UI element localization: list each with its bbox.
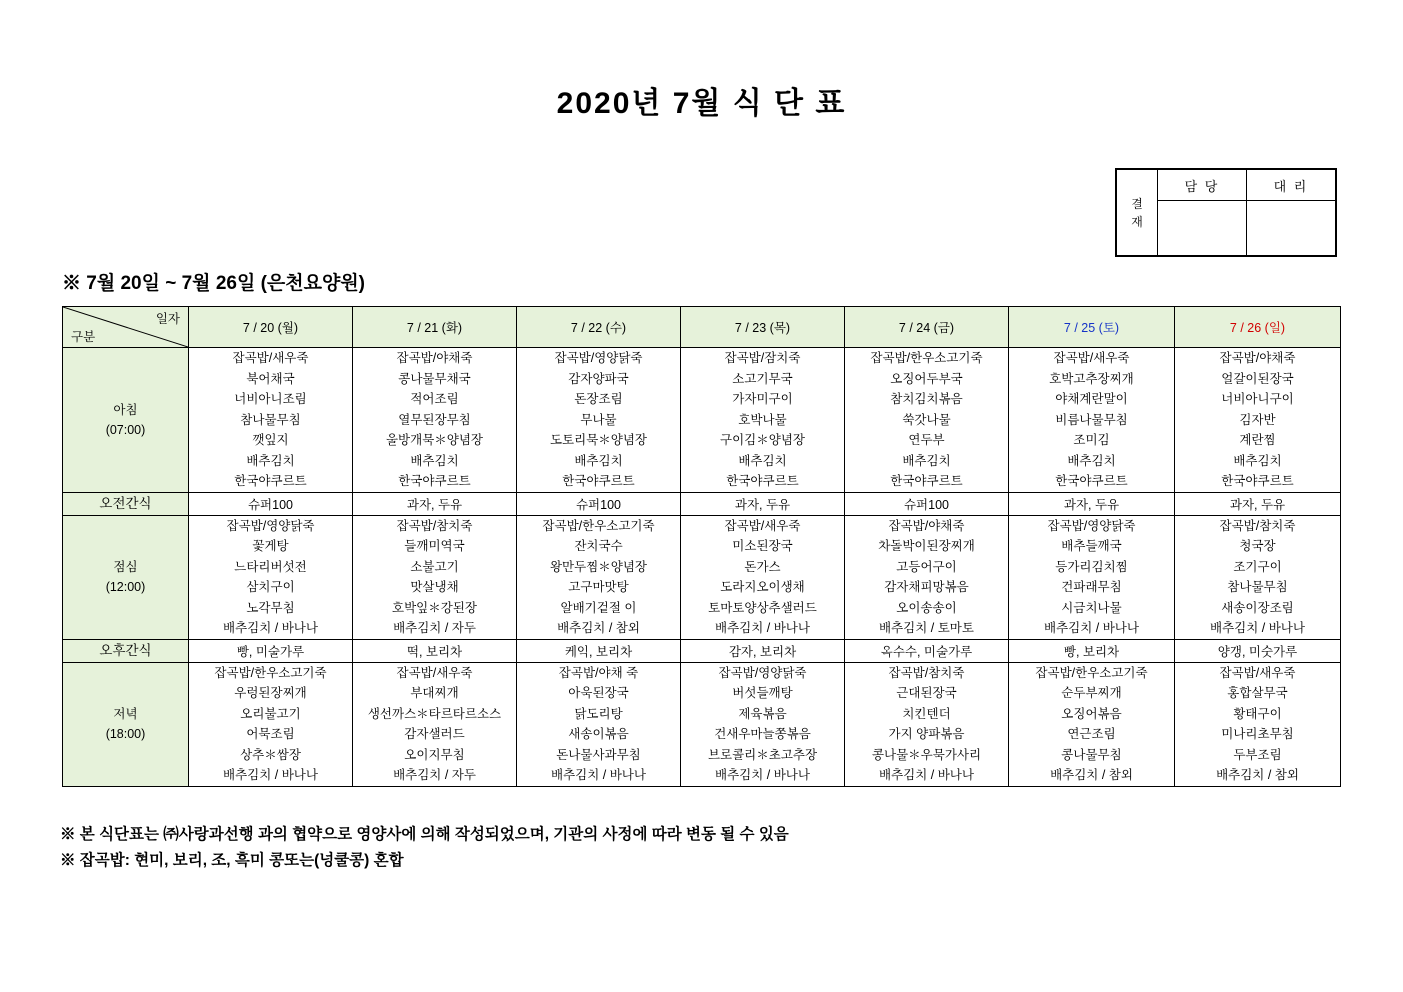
table-corner-header	[63, 307, 189, 348]
approval-column-manager: 담 당	[1158, 170, 1247, 201]
cell-lunch-wed: 잡곡밥/한우소고기죽 잔치국수 왕만두찜＊양념장 고구마맛탕 알배기겉절 이 배추김치 / 참외	[517, 515, 681, 639]
row-label-lunch-name: 점심	[113, 560, 138, 574]
cell-dinner-wed: 잡곡밥/야채 죽 아욱된장국 닭도리탕 새송이볶음 돈나물사과무침 배추김치 / 바나나	[517, 662, 681, 786]
table-row-lunch	[63, 515, 1341, 639]
table-row-afternoon-snack	[63, 639, 1341, 662]
row-label-afternoon-snack: 오후간식	[63, 639, 189, 662]
cell-morning-snack-mon: 슈퍼100	[189, 492, 353, 515]
approval-stamp-label-line1: 결	[1131, 196, 1143, 211]
menu-table-header-row	[63, 307, 1341, 348]
page-title: 2020년 7월 식 단 표	[556, 87, 847, 120]
cell-breakfast-fri: 잡곡밥/한우소고기죽 오징어두부국 참치김치볶음 쑥갓나물 연두부 배추김치 한국야쿠르트	[845, 348, 1009, 493]
table-row-breakfast	[63, 348, 1341, 493]
day-header-sun: 7 / 26 (일)	[1175, 307, 1341, 348]
cell-dinner-sat: 잡곡밥/한우소고기죽 순두부찌개 오징어볶음 연근조림 콩나물무침 배추김치 / 참외	[1009, 662, 1175, 786]
cell-dinner-thu: 잡곡밥/영양닭죽 버섯들깨탕 제육볶음 건새우마늘쫑볶음 브로콜리＊초고추장 배추김치 / 바나나	[681, 662, 845, 786]
cell-lunch-sun: 잡곡밥/참치죽 청국장 조기구이 참나물무침 새송이장조림 배추김치 / 바나나	[1175, 515, 1341, 639]
day-header-thu: 7 / 23 (목)	[681, 307, 845, 348]
approval-table	[1116, 169, 1336, 256]
row-label-dinner	[63, 662, 189, 786]
cell-morning-snack-wed: 슈퍼100	[517, 492, 681, 515]
menu-table	[62, 306, 1341, 787]
cell-afternoon-snack-mon: 빵, 미술가루	[189, 639, 353, 662]
approval-value-deputy[interactable]	[1247, 201, 1336, 256]
row-label-lunch	[63, 515, 189, 639]
cell-afternoon-snack-sun: 양갱, 미숫가루	[1175, 639, 1341, 662]
cell-afternoon-snack-fri: 옥수수, 미술가루	[845, 639, 1009, 662]
table-row-morning-snack	[63, 492, 1341, 515]
cell-morning-snack-sun: 과자, 두유	[1175, 492, 1341, 515]
cell-lunch-tue: 잡곡밥/참치죽 들깨미역국 소불고기 맛살냉채 호박잎＊강된장 배추김치 / 자두	[353, 515, 517, 639]
approval-header-row	[1117, 170, 1336, 201]
approval-stamp-label	[1117, 170, 1158, 256]
approval-value-manager[interactable]	[1158, 201, 1247, 256]
approval-stamp-label-line2: 재	[1131, 214, 1143, 229]
cell-breakfast-wed: 잡곡밥/영양닭죽 감자양파국 돈장조림 무나물 도토리묵＊양념장 배추김치 한국야쿠르트	[517, 348, 681, 493]
cell-afternoon-snack-tue: 떡, 보리차	[353, 639, 517, 662]
footnotes	[60, 822, 789, 874]
cell-breakfast-thu: 잡곡밥/잠치죽 소고기무국 가자미구이 호박나물 구이김＊양념장 배추김치 한국야쿠르트	[681, 348, 845, 493]
row-label-breakfast-name: 아침	[113, 402, 138, 417]
cell-lunch-fri: 잡곡밥/야채죽 차돌박이된장찌개 고등어구이 감자채피망볶음 오이송송이 배추김치 / 토마토	[845, 515, 1009, 639]
footnote-2: ※ 잡곡밥: 현미, 보리, 조, 흑미 콩또는(넝쿨콩) 혼합	[60, 852, 404, 869]
cell-morning-snack-fri: 슈퍼100	[845, 492, 1009, 515]
cell-morning-snack-tue: 과자, 두유	[353, 492, 517, 515]
day-header-mon: 7 / 20 (월)	[189, 307, 353, 348]
cell-morning-snack-thu: 과자, 두유	[681, 492, 845, 515]
row-label-breakfast	[63, 348, 189, 493]
cell-afternoon-snack-thu: 감자, 보리차	[681, 639, 845, 662]
cell-dinner-fri: 잡곡밥/참치죽 근대된장국 치킨텐더 가지 양파볶음 콩나물＊우묵가사리 배추김치 / 바나나	[845, 662, 1009, 786]
cell-morning-snack-sat: 과자, 두유	[1009, 492, 1175, 515]
cell-dinner-mon: 잡곡밥/한우소고기죽 우렁된장찌개 오리불고기 어묵조림 상추＊쌈장 배추김치 / 바나나	[189, 662, 353, 786]
cell-breakfast-mon: 잡곡밥/새우죽 북어채국 너비아니조림 참나물무침 깻잎지 배추김치 한국야쿠르트	[189, 348, 353, 493]
row-label-dinner-name: 저녁	[113, 707, 138, 721]
day-header-wed: 7 / 22 (수)	[517, 307, 681, 348]
row-label-breakfast-time: (07:00)	[105, 422, 146, 437]
table-row-dinner	[63, 662, 1341, 786]
menu-table-wrap	[62, 306, 1340, 787]
approval-column-deputy: 대 리	[1247, 170, 1336, 201]
cell-afternoon-snack-sat: 빵, 보리차	[1009, 639, 1175, 662]
cell-breakfast-tue: 잡곡밥/야채죽 콩나물무채국 적어조림 열무된장무침 울방개묵＊양념장 배추김치 한국야쿠르트	[353, 348, 517, 493]
cell-dinner-tue: 잡곡밥/새우죽 부대찌개 생선까스＊타르타르소스 감자샐러드 오이지무침 배추김치 / 자두	[353, 662, 517, 786]
cell-breakfast-sun: 잡곡밥/야채죽 얼갈이된장국 너비아니구이 김자반 계란찜 배추김치 한국야쿠르트	[1175, 348, 1341, 493]
row-label-morning-snack: 오전간식	[63, 492, 189, 515]
cell-breakfast-sat: 잡곡밥/새우죽 호박고추장찌개 야채계란말이 비름나물무침 조미김 배추김치 한국야쿠르트	[1009, 348, 1175, 493]
footnote-1: ※ 본 식단표는 ㈜사랑과선행 과의 협약으로 영양사에 의해 작성되었으며, 기관의 사정에 따라 변동 될 수 있음	[60, 826, 789, 843]
cell-dinner-sun: 잡곡밥/새우죽 홍합살무국 황태구이 미나리초무침 두부조림 배추김치 / 참외	[1175, 662, 1341, 786]
corner-category-label: 구분	[71, 330, 96, 344]
day-header-fri: 7 / 24 (금)	[845, 307, 1009, 348]
row-label-dinner-time: (18:00)	[105, 727, 146, 741]
day-header-sat: 7 / 25 (토)	[1009, 307, 1175, 348]
corner-day-label: 일자	[155, 312, 180, 326]
cell-lunch-sat: 잡곡밥/영양닭죽 배추들깨국 등가리김치찜 건파래무침 시금치나물 배추김치 / 바나나	[1009, 515, 1175, 639]
cell-afternoon-snack-wed: 케익, 보리차	[517, 639, 681, 662]
approval-box	[1115, 168, 1337, 257]
day-header-tue: 7 / 21 (화)	[353, 307, 517, 348]
cell-lunch-mon: 잡곡밥/영양닭죽 꽃게탕 느타리버섯전 삼치구이 노각무침 배추김치 / 바나나	[189, 515, 353, 639]
row-label-lunch-time: (12:00)	[105, 580, 146, 594]
cell-lunch-thu: 잡곡밥/새우죽 미소된장국 돈가스 도라지오이생채 토마토양상추샐러드 배추김치 / 바나나	[681, 515, 845, 639]
date-range-subtitle: ※ 7월 20일 ~ 7월 26일 (은천요양원)	[62, 273, 366, 294]
